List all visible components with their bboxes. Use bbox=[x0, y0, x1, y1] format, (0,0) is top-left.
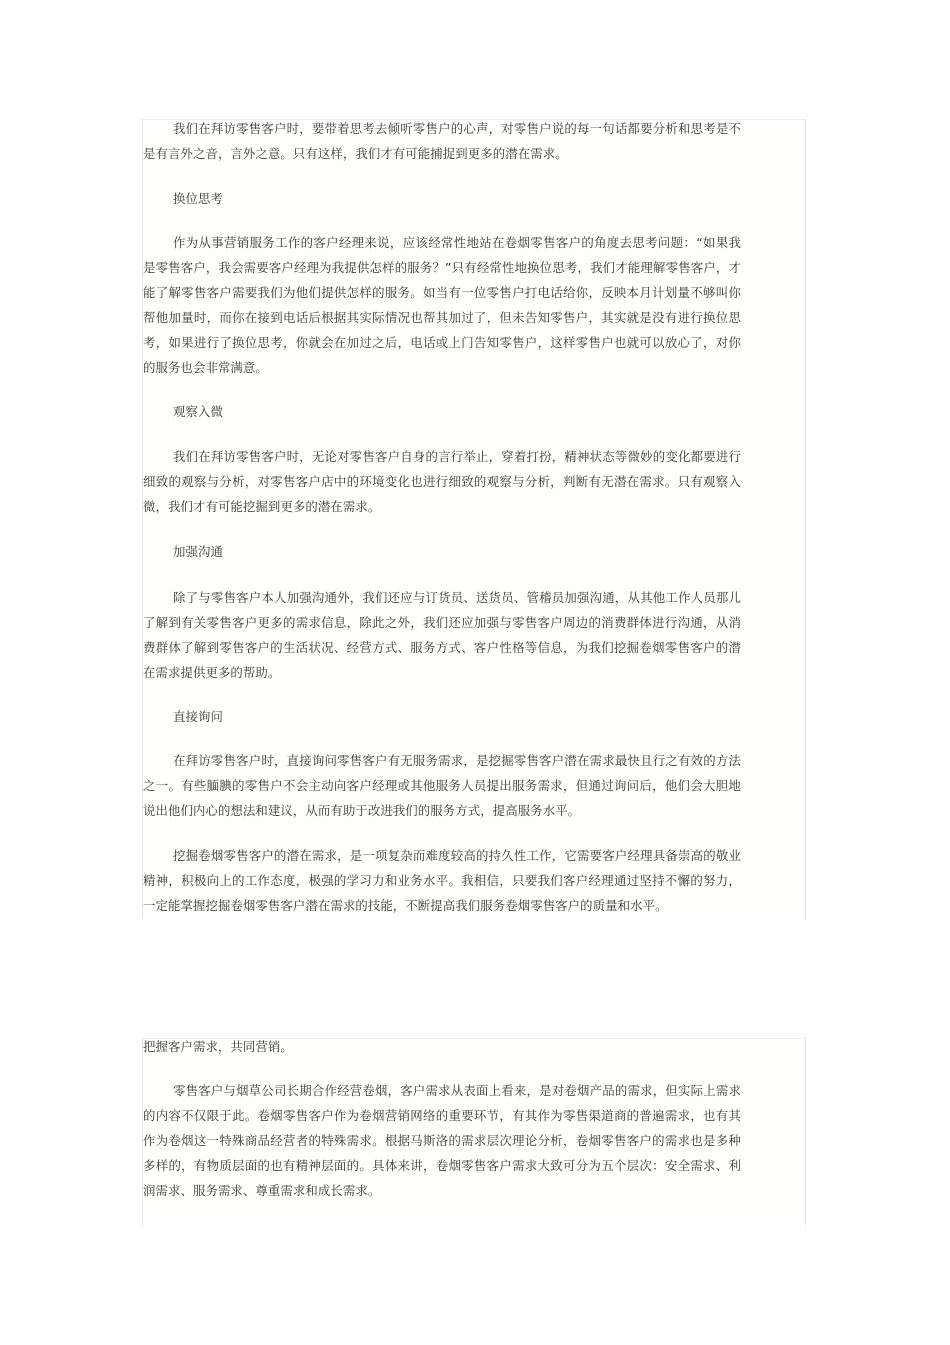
paragraph-inquire: 在拜访零售客户时，直接询问零售客户有无服务需求，是挖掘零售客户潜在需求最快且行之有效的方法之一。有些腼腆的零售户不会主动向客户经理或其他服务人员提出服务需求，但通过询问后，他们会大胆地说出他们内心的想法和建议，从而有助于改进我们的服务方式，提高服务水平。 bbox=[143, 753, 741, 818]
heading-communicate: 加强沟通 bbox=[173, 544, 223, 559]
paragraph-empathy: 作为从事营销服务工作的客户经理来说，应该经常性地站在卷烟零售客户的角度去思考问题：“如果我是零售客户，我会需要客户经理为我提供怎样的服务？”只有经常性地换位思考，我们才能理解零售客户，才能了解零售客户需要我们为他们提供怎样的服务。如当有一位零售户打电话给你，反映本月计划量不够叫你帮他加量时，而你在接到电话后根据其实际情况也帮其加过了，但未告知零售户，其实就是没有进行换位思考，如果进行了换位思考，你就会在加过之后，电话或上门告知零售户，这样零售户也就可以放心了，对你的服务也会非常满意。 bbox=[143, 235, 741, 375]
paragraph-communicate: 除了与零售客户本人加强沟通外，我们还应与订货员、送货员、管稽员加强沟通，从其他工作人员那儿了解到有关零售客户更多的需求信息，除此之外，我们还应加强与零售客户周边的消费群体进行沟通，从消费群体了解到零售客户的生活状况、经营方式、服务方式、客户性格等信息，为我们挖掘卷烟零售客户的潜在需求提供更多的帮助。 bbox=[143, 590, 741, 680]
heading-empathy: 换位思考 bbox=[173, 191, 223, 206]
heading-observe: 观察入微 bbox=[173, 404, 223, 419]
paragraph-customer-demand: 零售客户与烟草公司长期合作经营卷烟，客户需求从表面上看来，是对卷烟产品的需求，但实际上需求的内容不仅限于此。卷烟零售客户作为卷烟营销网络的重要环节，有其作为零售渠道商的普遍需求，也有其作为卷烟这一特殊商品经营者的特殊需求。根据马斯洛的需求层次理论分析，卷烟零售客户的需求也是多种多样的，有物质层面的也有精神层面的。具体来讲，卷烟零售客户需求大致可分为五个层次：安全需求、利润需求、服务需求、尊重需求和成长需求。 bbox=[143, 1083, 741, 1198]
paragraph-observe: 我们在拜访零售客户时，无论对零售客户自身的言行举止，穿着打扮，精神状态等微妙的变化都要进行细致的观察与分析，对零售客户店中的环境变化也进行细致的观察与分析，判断有无潜在需求。只有观察入微，我们才有可能挖掘到更多的潜在需求。 bbox=[143, 449, 741, 514]
document-page-1 bbox=[142, 119, 806, 919]
paragraph-listening: 我们在拜访零售客户时，要带着思考去倾听零售户的心声，对零售户说的每一句话都要分析和思考是不是有言外之音，言外之意。只有这样，我们才有可能捕捉到更多的潜在需求。 bbox=[143, 121, 741, 161]
heading-inquire: 直接询问 bbox=[173, 709, 223, 724]
paragraph-conclusion: 挖掘卷烟零售客户的潜在需求，是一项复杂而难度较高的持久性工作，它需要客户经理具备崇高的敬业精神，积极向上的工作态度，极强的学习力和业务水平。我相信，只要我们客户经理通过坚持不懈的努力，一定能掌握挖掘卷烟零售客户潜在需求的技能，不断提高我们服务卷烟零售客户的质量和水平。 bbox=[143, 848, 741, 913]
document-page-2 bbox=[142, 1038, 806, 1225]
paragraph-title-line: 把握客户需求，共同营销。 bbox=[143, 1039, 293, 1054]
